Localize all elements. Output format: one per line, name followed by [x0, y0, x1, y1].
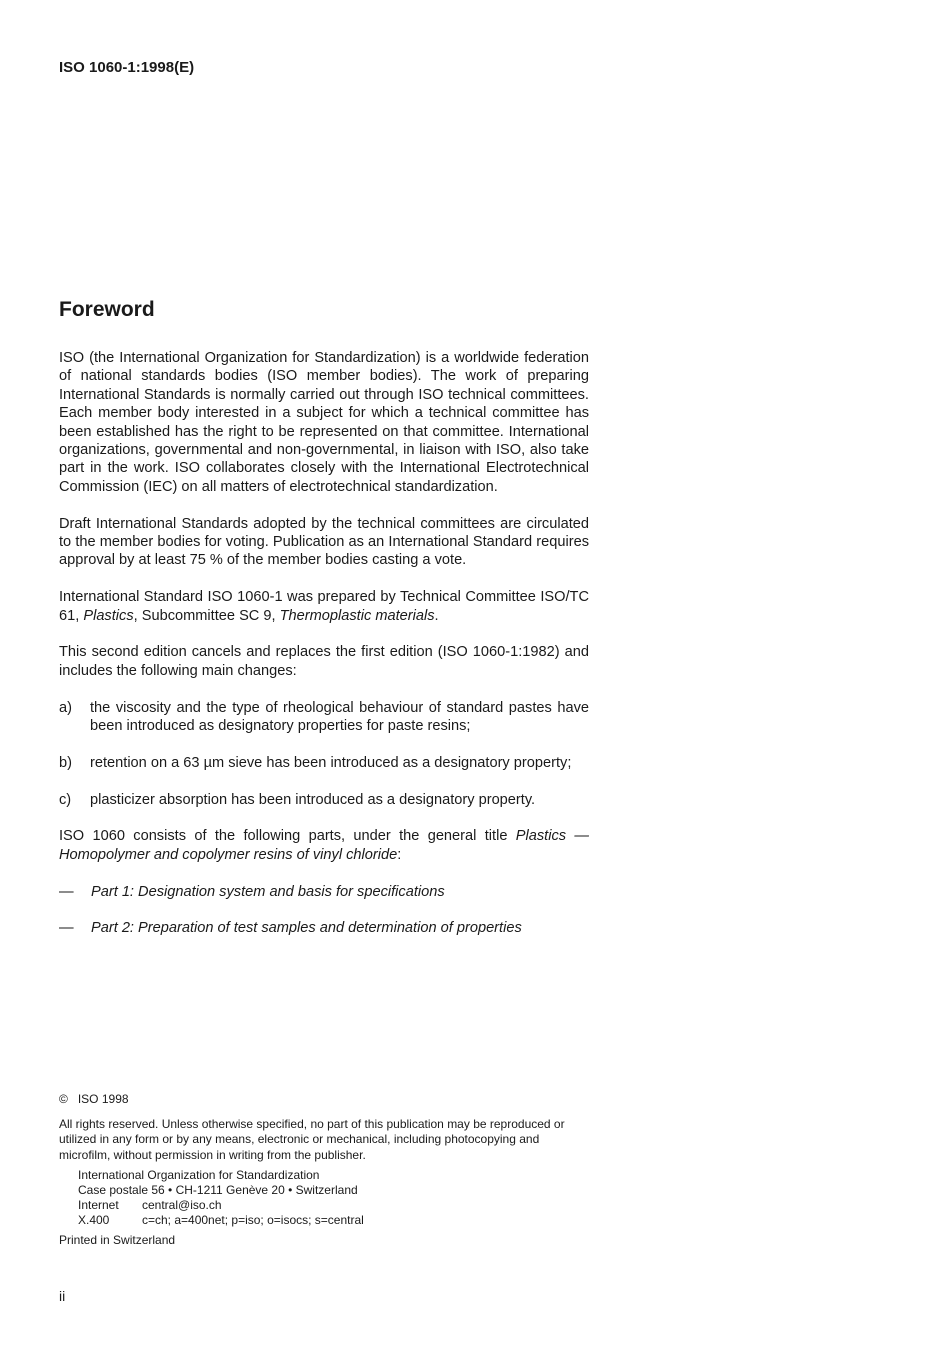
internet-email: central@iso.ch	[142, 1198, 222, 1213]
document-id-header: ISO 1060-1:1998(E)	[59, 59, 195, 76]
x400-label: X.400	[78, 1213, 110, 1228]
paragraph-draft-standards: Draft International Standards adopted by the technical committees are circulated to the member bodies for voting. Publication as an International Standard requires approval by at least 75 % of the member bodies casting a vote.	[59, 515, 589, 569]
x400-address: c=ch; a=400net; p=iso; o=isocs; s=central	[142, 1213, 364, 1228]
internet-label: Internet	[78, 1198, 119, 1213]
list-item	[59, 754, 589, 772]
list-item-text: the viscosity and the type of rheological behaviour of standard pastes have been introduced as designatory properties for paste resins;	[90, 699, 589, 735]
list-item-text: retention on a 63 µm sieve has been introduced as a designatory property;	[90, 754, 572, 771]
list-label: b)	[59, 754, 72, 771]
paragraph-prepared-by	[59, 588, 589, 625]
paragraph-iso-intro: ISO (the International Organization for Standardization) is a worldwide federation of national standards bodies (ISO member bodies). The work of preparing International Standards is normally carried out through ISO technical committees. Each member body interested in a subject for which a technical committee has been established has the right to be represented on that committee. International organizations, governmental and non-governmental, in liaison with ISO, also take part in the work. ISO collaborates closely with the International Electrotechnical Commission (IEC) on all matters of electrotechnical standardization.	[59, 350, 589, 495]
page-title: Foreword	[59, 298, 155, 321]
general-title: Plastics — Homopolymer and copolymer resins of vinyl chloride	[59, 828, 589, 863]
part-title: Part 2: Preparation of test samples and determination of properties	[91, 920, 522, 937]
publisher-address	[59, 1168, 591, 1229]
part-list-item	[59, 883, 589, 901]
paragraph-edition: This second edition cancels and replaces the first edition (ISO 1060-1:1982) and includes the following main changes:	[59, 644, 589, 679]
foreword-body	[59, 349, 589, 956]
colon: :	[397, 846, 402, 863]
internet-row	[78, 1198, 591, 1213]
copyright-block	[59, 1092, 591, 1248]
printed-in: Printed in Switzerland	[59, 1232, 176, 1247]
dash-bullet: —	[59, 883, 74, 900]
part-title: Part 1: Designation system and basis for specifications	[91, 883, 445, 900]
page-number: ii	[59, 1288, 66, 1304]
list-label: a)	[59, 699, 72, 716]
paragraph-parts-intro	[59, 827, 589, 864]
period: .	[434, 607, 439, 624]
subcommittee-name: Thermoplastic materials	[279, 607, 435, 624]
copyright-year: © ISO 1998	[59, 1092, 129, 1106]
parts-intro-text: ISO 1060 consists of the following parts, under the general title	[59, 828, 516, 845]
organization-name: International Organization for Standardization	[78, 1167, 320, 1182]
list-item	[59, 791, 589, 809]
rights-statement: All rights reserved. Unless otherwise specified, no part of this publication may be reproduced or utilized in any form or by any means, electronic or mechanical, including photocopying and microfilm, without permission in writing from the publisher.	[59, 1117, 565, 1162]
list-item-text: plasticizer absorption has been introduced as a designatory property.	[90, 791, 536, 808]
committee-name: Plastics	[83, 607, 134, 624]
x400-row	[78, 1213, 591, 1228]
postal-address: Case postale 56 • CH-1211 Genève 20 • Switzerland	[78, 1183, 358, 1198]
dash-bullet: —	[59, 920, 74, 937]
list-label: c)	[59, 791, 72, 808]
subcommittee-text: , Subcommittee SC 9,	[133, 607, 280, 624]
prepared-by-text: International Standard ISO 1060-1 was prepared by Technical Committee ISO/TC 61,	[59, 589, 589, 624]
list-item	[59, 699, 589, 736]
part-list-item	[59, 919, 589, 937]
